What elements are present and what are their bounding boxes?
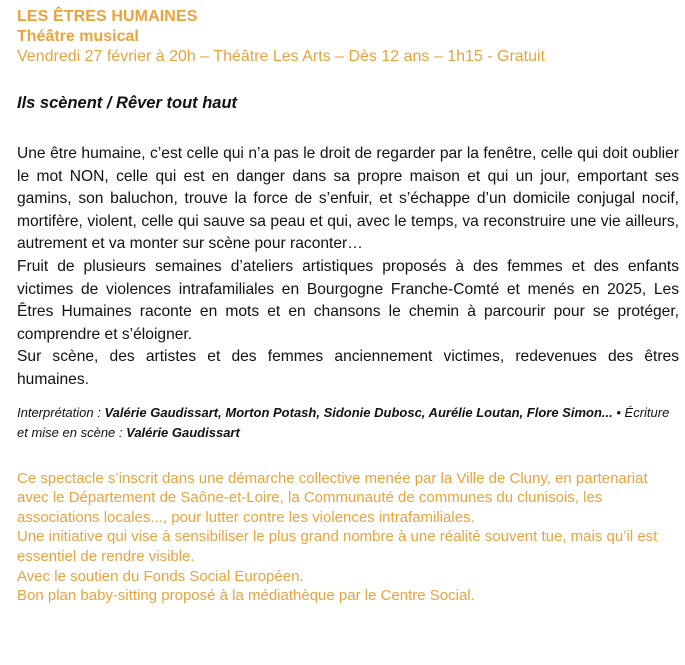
interpretation-names: Valérie Gaudissart, Morton Potash, Sidonie Dubosc, Aurélie Loutan, Flore Simon...: [104, 404, 613, 420]
partners-paragraph-2: Une initiative qui vise à sensibiliser le plus grand nombre à une réalité souvent tue, mais qu’il est essentiel de rendre visible.: [17, 528, 658, 565]
event-subtitle: Théâtre musical: [17, 28, 139, 45]
support-text: Avec le soutien du Fonds Social Européen.: [17, 567, 304, 585]
description-paragraph-2: Fruit de plusieurs semaines d’ateliers artistiques proposés à des femmes et des enfants victimes de violences intrafamiliales en Bourgogne Franche-Comté et menés en 2025, Les Êtres Humaines raconte en mots et en chansons le chemin à parcourir pour se protéger, comprendre et s’éloigner.: [17, 257, 679, 343]
section-heading: Ils scènent / Rêver tout haut: [17, 94, 238, 112]
interpretation-label: Interprétation :: [17, 404, 105, 420]
event-description: [17, 143, 679, 392]
event-info: Vendredi 27 février à 20h – Théâtre Les Arts – Dès 12 ans – 1h15 - Gratuit: [17, 48, 546, 65]
partners-text: [17, 469, 679, 567]
babysitting-text: Bon plan baby-sitting proposé à la médiathèque par le Centre Social.: [17, 587, 475, 605]
writing-names: Valérie Gaudissart: [126, 424, 240, 440]
partners-paragraph-1: Ce spectacle s’inscrit dans une démarche collective menée par la Ville de Cluny, en partenariat avec le Département de Saône-et-Loire, la Communauté de communes du clunisois, les associations locales..., pour lutter contre les violences intrafamiliales.: [17, 469, 648, 526]
description-paragraph-1: Une être humaine, c’est celle qui n’a pas le droit de regarder par la fenêtre, celle qui doit oublier le mot NON, celle qui est en danger dans sa propre maison et qui un jour, emportant ses gamins, son baluchon, trouve la force de s’enfuir, et s’échappe d’un domicile conjugal nocif, mortifère, violent, celle qui sauve sa peau et qui, avec le temps, va reconstruire une vie ailleurs, autrement et va monter sur scène pour raconter…: [17, 145, 679, 253]
description-paragraph-3: Sur scène, des artistes et des femmes anciennement victimes, redevenues des êtres humaines.: [17, 348, 679, 388]
partners-section: [17, 469, 679, 606]
event-title: LES ÊTRES HUMAINES: [17, 8, 198, 25]
credits-separator: •: [612, 404, 625, 420]
event-description-page: [17, 7, 679, 606]
writing-label: Écriture et mise en scène :: [17, 404, 670, 440]
event-header: [17, 7, 679, 67]
credits: [17, 403, 679, 443]
